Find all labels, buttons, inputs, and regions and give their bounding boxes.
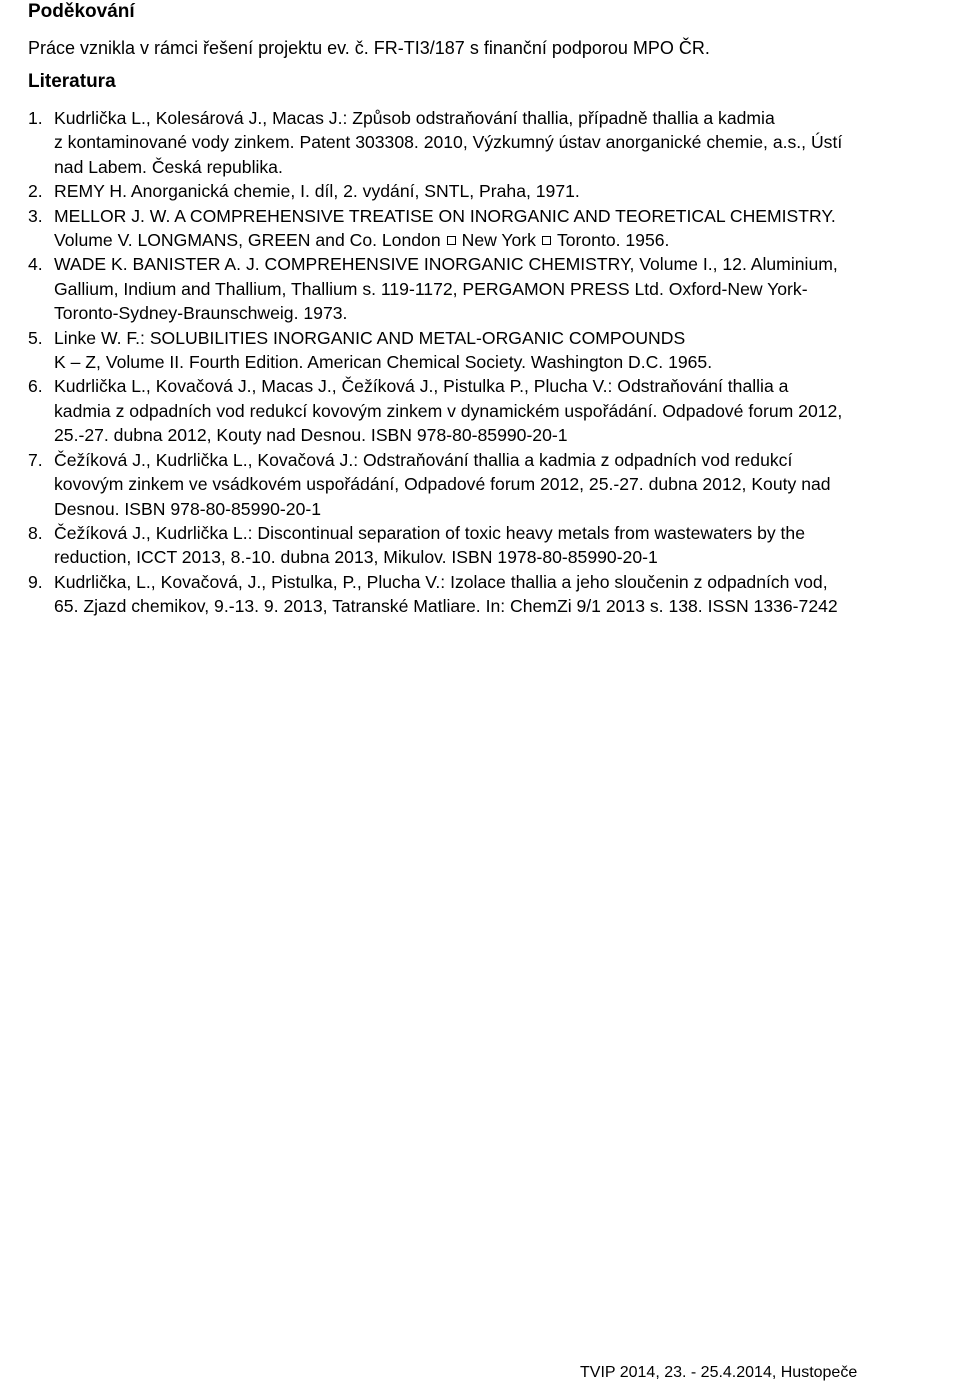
reference-line: Čežíková J., Kudrlička L., Kovačová J.: Odstraňování thallia a kadmia z odpadních vod redukcí: [54, 449, 793, 470]
reference-number: 1.: [28, 108, 43, 128]
reference-line: 25.-27. dubna 2012, Kouty nad Desnou. ISBN 978-80-85990-20-1: [54, 425, 568, 446]
reference-number: 3.: [28, 205, 43, 226]
reference-line: Linke W. F.: SOLUBILITIES INORGANIC AND METAL-ORGANIC COMPOUNDS: [54, 327, 686, 348]
reference-line: nad Labem. Česká republika.: [54, 156, 283, 177]
reference-line: Kudrlička L., Kolesárová J., Macas J.: Způsob odstraňování thallia, případně thallia a kadmia: [54, 108, 775, 128]
reference-number: 2.: [28, 181, 43, 202]
reference-number: 5.: [28, 327, 43, 348]
reference-line: Gallium, Indium and Thallium, Thallium s. 119-1172, PERGAMON PRESS Ltd. Oxford-New York-: [54, 278, 808, 299]
reference-line: Čežíková J., Kudrlička L.: Discontinual separation of toxic heavy metals from wastewaters by the: [54, 522, 805, 543]
reference-number: 7.: [28, 449, 43, 470]
reference-line: Kudrlička L., Kovačová J., Macas J., Čežíková J., Pistulka P., Plucha V.: Odstraňování thallia a: [54, 376, 789, 397]
reference-fragment: Volume V. LONGMANS, GREEN and Co. London: [54, 230, 441, 251]
separator-box-icon: [447, 236, 456, 245]
reference-item: [28, 326, 842, 375]
reference-item: [28, 570, 842, 619]
reference-line: K – Z, Volume II. Fourth Edition. American Chemical Society. Washington D.C. 1965.: [54, 352, 713, 373]
reference-line: Toronto-Sydney-Braunschweig. 1973.: [54, 303, 348, 324]
reference-line: Kudrlička, L., Kovačová, J., Pistulka, P., Plucha V.: Izolace thallia a jeho sloučenin z odpadních vod,: [54, 571, 828, 592]
reference-number: 4.: [28, 254, 43, 275]
reference-item: [28, 252, 842, 325]
acknowledgement-heading: Poděkování: [28, 1, 135, 22]
reference-fragment: New York: [461, 230, 536, 251]
acknowledgement-text: Práce vznikla v rámci řešení projektu ev. č. FR-TI3/187 s finanční podporou MPO ČR.: [28, 38, 710, 58]
page-footer: TVIP 2014, 23. - 25.4.2014, Hustopeče: [580, 1364, 858, 1381]
reference-line: reduction, ICCT 2013, 8.-10. dubna 2013, Mikulov. ISBN 1978-80-85990-20-1: [54, 547, 658, 568]
literature-heading: Literatura: [28, 71, 116, 92]
reference-line: Desnou. ISBN 978-80-85990-20-1: [54, 498, 322, 519]
reference-line: REMY H. Anorganická chemie, I. díl, 2. vydání, SNTL, Praha, 1971.: [54, 181, 580, 202]
reference-number: 8.: [28, 522, 43, 543]
reference-line: z kontaminované vody zinkem. Patent 303308. 2010, Výzkumný ústav anorganické chemie, a.s., Ústí: [54, 132, 843, 153]
reference-line: WADE K. BANISTER A. J. COMPREHENSIVE INORGANIC CHEMISTRY, Volume I., 12. Aluminium,: [54, 254, 838, 275]
reference-item: [28, 106, 843, 179]
reference-list: [28, 106, 843, 619]
reference-line: MELLOR J. W. A COMPREHENSIVE TREATISE ON INORGANIC AND TEORETICAL CHEMISTRY.: [54, 205, 836, 226]
reference-line: kadmia z odpadních vod redukcí kovovým zinkem v dynamickém uspořádání. Odpadové forum 2012,: [54, 400, 843, 421]
reference-item: [28, 521, 842, 570]
reference-fragment: Toronto. 1956.: [556, 230, 670, 251]
reference-item: [28, 374, 843, 447]
reference-item: [28, 448, 842, 521]
reference-line: [54, 228, 842, 252]
reference-line: kovovým zinkem ve vsádkovém uspořádání, Odpadové forum 2012, 25.-27. dubna 2012, Kouty nad: [54, 474, 831, 495]
reference-item: [28, 204, 842, 253]
reference-line: 65. Zjazd chemikov, 9.-13. 9. 2013, Tatranské Matliare. In: ChemZi 9/1 2013 s. 138. ISSN 1336-7242: [54, 596, 838, 617]
reference-number: 9.: [28, 571, 43, 592]
separator-box-icon: [542, 236, 551, 245]
reference-item: [28, 179, 842, 203]
reference-number: 6.: [28, 376, 43, 397]
